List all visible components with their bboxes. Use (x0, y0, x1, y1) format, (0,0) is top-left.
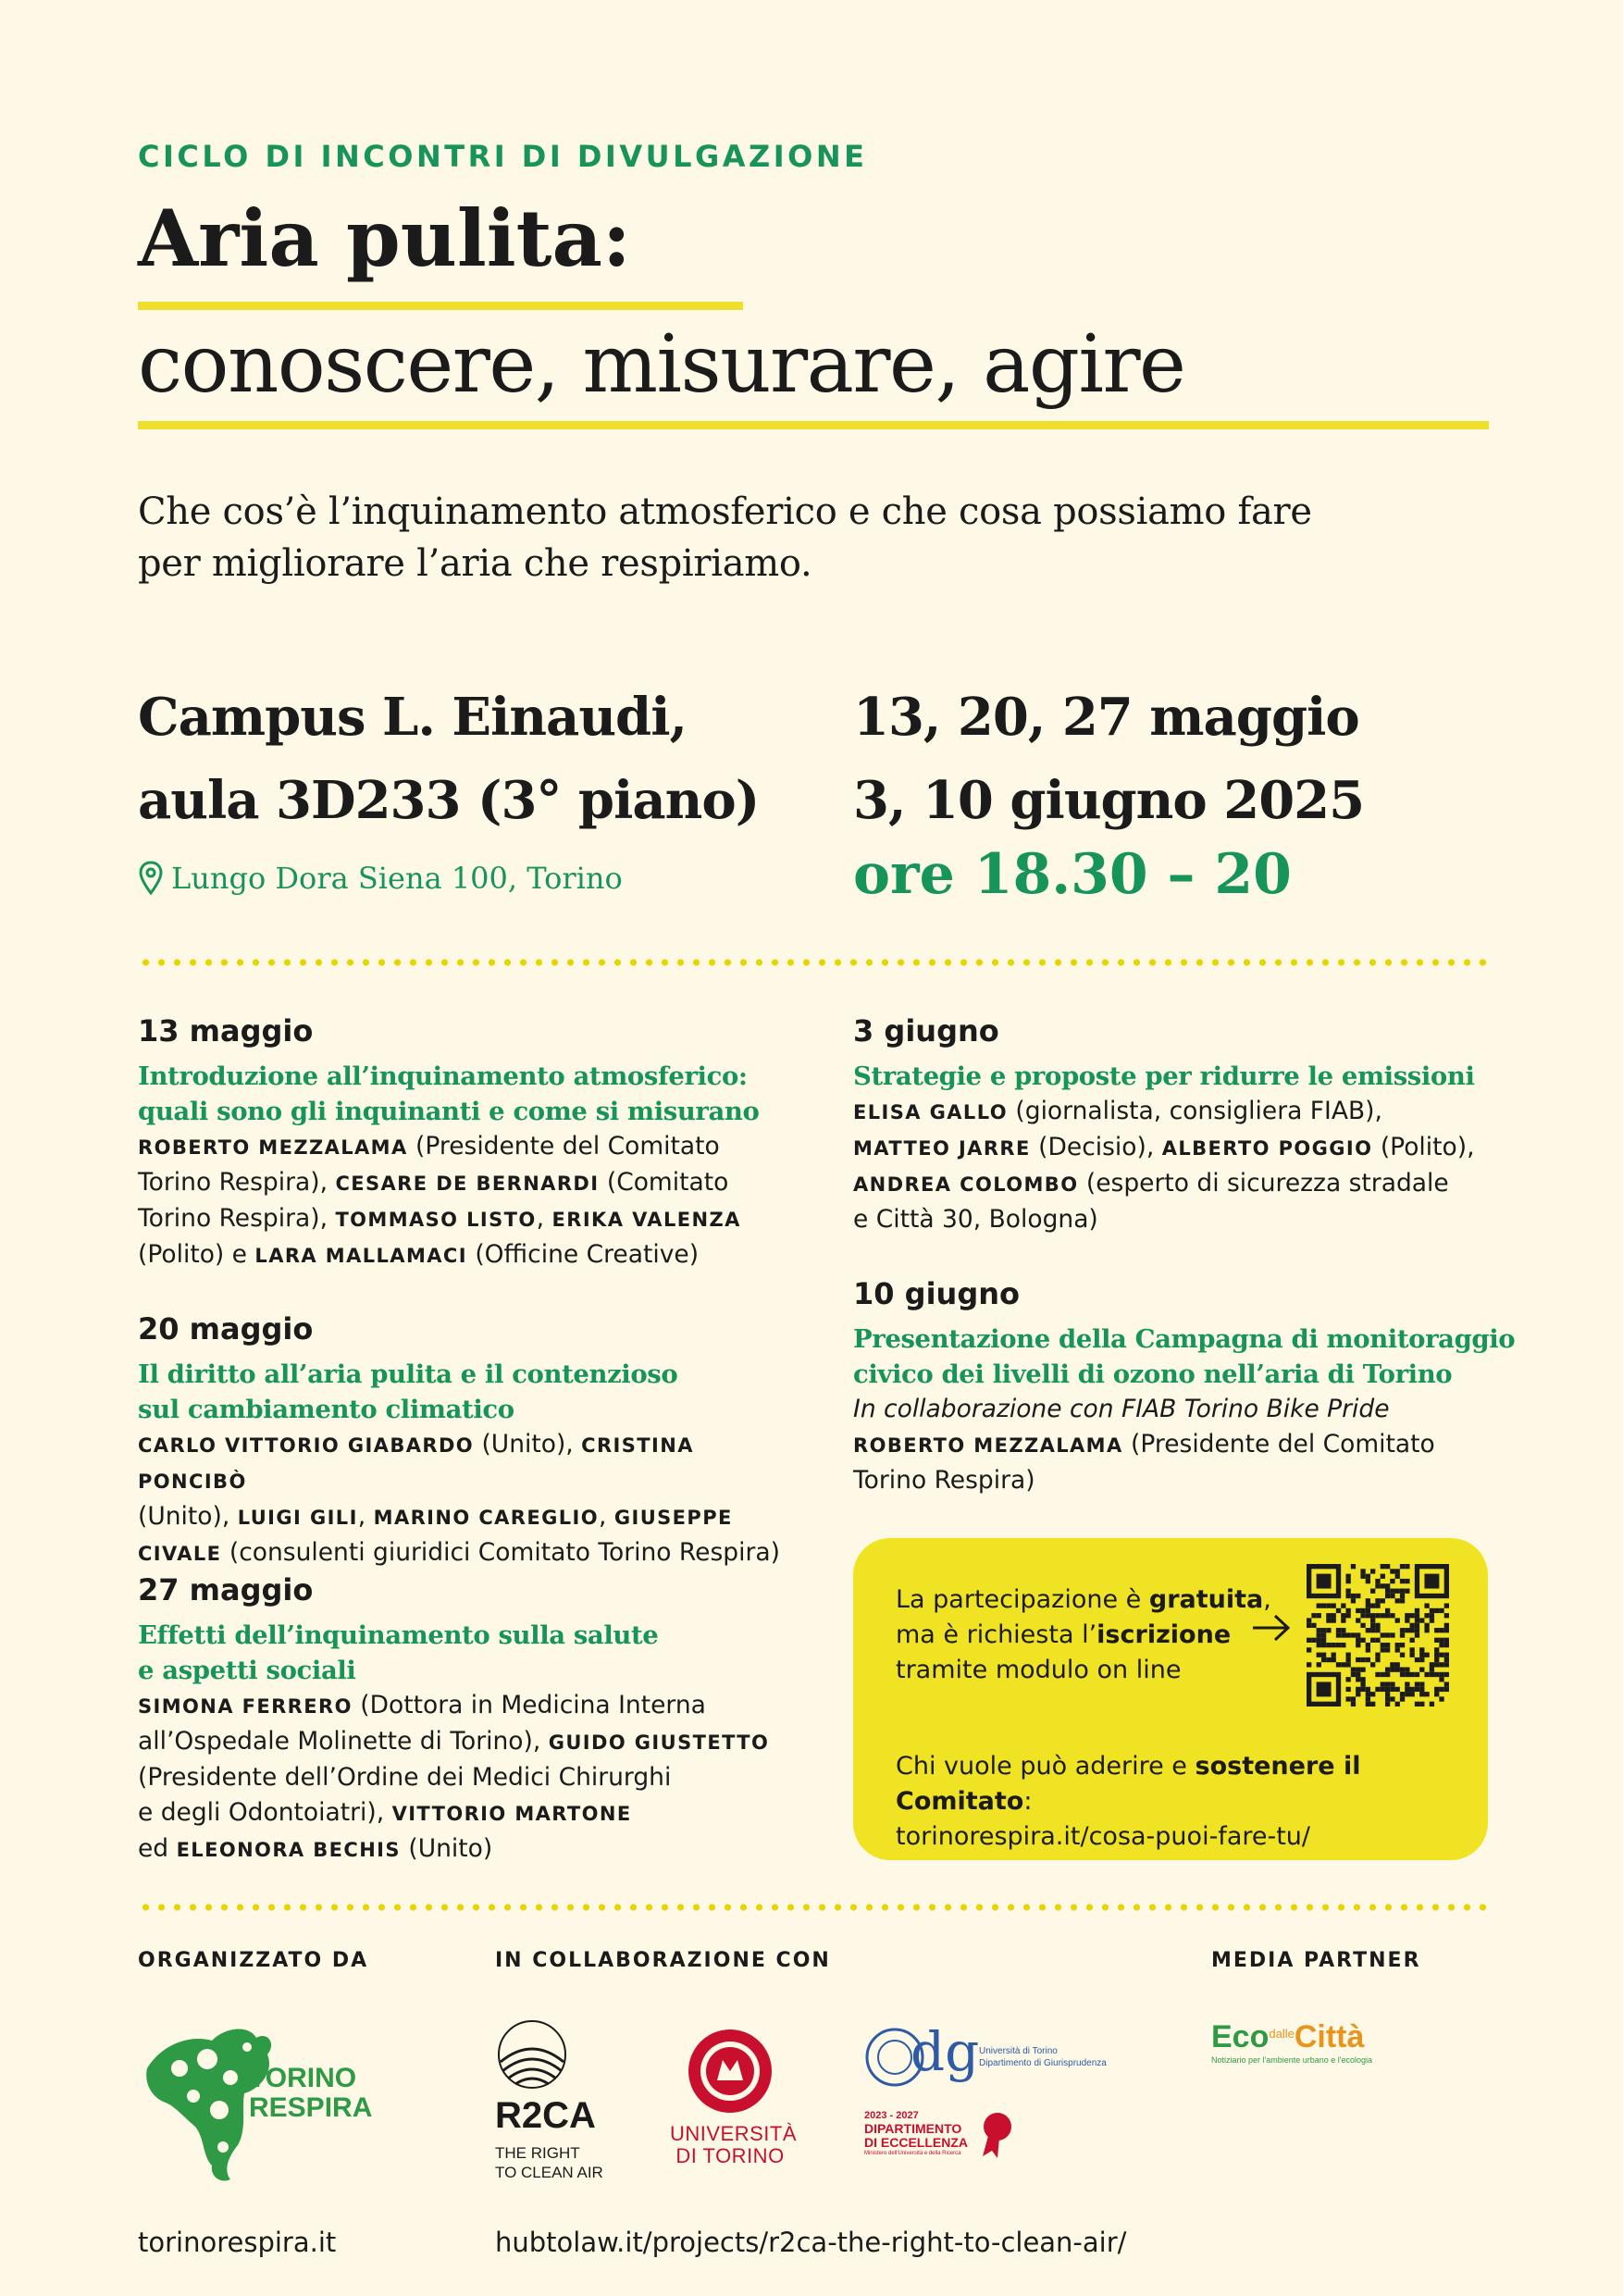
event-title (853, 1059, 1519, 1094)
r2ca-subtitle: TO CLEAN AIR (495, 2164, 603, 2181)
map-pin-icon (138, 861, 164, 896)
eccellenza-subtitle: Ministero dell'Università e della Ricerca (864, 2151, 961, 2156)
event-date: 13 maggio (138, 1013, 314, 1049)
dotted-divider (138, 1904, 1491, 1911)
speaker-name: LARA MALLAMACI (254, 1245, 467, 1267)
event-title-line: sul cambiamento climatico (138, 1395, 514, 1424)
speaker-role: (Unito), (474, 1430, 582, 1458)
subtitle (138, 486, 1507, 590)
speaker-name: ROBERTO MEZZALAMA (853, 1434, 1123, 1457)
event-title-line: e aspetti sociali (138, 1656, 356, 1685)
eccellenza-years: 2023 - 2027 (864, 2110, 919, 2121)
r2ca-subtitle: THE RIGHT (495, 2144, 580, 2162)
callout-text: La partecipazione è (896, 1585, 1149, 1614)
event-speakers (138, 1688, 804, 1868)
speaker-name: ELISA GALLO (853, 1101, 1008, 1123)
qr-code[interactable] (1307, 1564, 1449, 1706)
callout-text: : (1023, 1787, 1033, 1816)
speaker-role: Torino Respira) (853, 1466, 1035, 1495)
speaker-name: CESARE DE BERNARDI (335, 1173, 600, 1195)
title-underline-2 (138, 421, 1489, 429)
eco-subtitle: Notiziario per l'ambiente urbano e l'ecologia (1211, 2055, 1373, 2065)
callout-text: , (1263, 1585, 1271, 1614)
event-title-line: quali sono gli inquinanti e come si misurano (138, 1097, 760, 1126)
registration-callout (853, 1538, 1488, 1860)
title-underline (138, 302, 743, 310)
event-10-giugno (853, 1273, 1519, 1498)
collab-label: IN COLLABORAZIONE CON (495, 1949, 831, 1972)
event-speakers (853, 1094, 1519, 1237)
event-title (138, 1059, 804, 1129)
speaker-name: ROBERTO MEZZALAMA (138, 1136, 408, 1159)
venue (138, 676, 759, 842)
eccellenza-logo (864, 2110, 1049, 2184)
separator: , (357, 1502, 374, 1531)
callout-text: Chi vuole può aderire e (896, 1752, 1196, 1781)
event-date: 10 giugno (853, 1276, 1020, 1311)
dg-subtitle: Dipartimento di Giurisprudenza (979, 2058, 1107, 2068)
title-line-1: Aria pulita: (138, 192, 631, 284)
speaker-name: MARINO CAREGLIO (373, 1507, 599, 1529)
speaker-name: LUIGI GILI (237, 1507, 358, 1529)
event-date: 27 maggio (138, 1572, 314, 1607)
separator: , (599, 1502, 614, 1531)
event-27-maggio (138, 1570, 804, 1868)
speaker-role: (Presidente del Comitato (407, 1132, 720, 1160)
arrow-right-icon (1251, 1612, 1292, 1644)
speaker-name: GIUSEPPE (613, 1507, 733, 1529)
subtitle-line-1: Che cos’è l’inquinamento atmosferico e che cosa possiamo fare (138, 490, 1312, 533)
speaker-role: (esperto di sicurezza stradale (1078, 1169, 1449, 1198)
speaker-role: (Unito), (138, 1502, 238, 1531)
dg-logo (864, 2020, 1107, 2091)
speaker-name: SIMONA FERRERO (138, 1695, 353, 1718)
collaboration-note: In collaborazione con FIAB Torino Bike Pride (853, 1395, 1390, 1423)
address-text: Lungo Dora Siena 100, Torino (171, 861, 623, 896)
eco-text: dalle (1269, 2027, 1295, 2041)
speaker-name: ANDREA COLOMBO (853, 1173, 1079, 1196)
event-13-maggio (138, 1011, 804, 1273)
ribbon-icon (979, 2110, 1016, 2158)
venue-line-1: Campus L. Einaudi, (138, 687, 687, 748)
dg-subtitle: Università di Torino (979, 2046, 1058, 2056)
speaker-role: all’Ospedale Molinette di Torino), (138, 1727, 549, 1756)
r2ca-emblem (495, 2017, 569, 2091)
eco-text: Città (1294, 2019, 1365, 2054)
unito-text: DI TORINO (675, 2144, 785, 2167)
speaker-role: (Decisio), (1030, 1133, 1162, 1161)
speaker-name: ERIKA VALENZA (551, 1209, 741, 1231)
event-20-maggio (138, 1309, 804, 1571)
event-speakers (138, 1427, 804, 1571)
unito-text: UNIVERSITÀ (670, 2122, 798, 2145)
speaker-name: TOMMASO LISTO (335, 1209, 537, 1231)
event-title-line: Introduzione all’inquinamento atmosferico: (138, 1061, 748, 1091)
media-label: MEDIA PARTNER (1211, 1949, 1421, 1972)
event-date: 3 giugno (853, 1013, 999, 1049)
support-link[interactable]: torinorespira.it/cosa-puoi-fare-tu/ (896, 1822, 1311, 1851)
unito-seal-icon (686, 2027, 774, 2116)
speaker-role: (Unito) (400, 1834, 493, 1863)
hubtolaw-link[interactable]: hubtolaw.it/projects/r2ca-the-right-to-clean-air/ (495, 2227, 1127, 2258)
speaker-role: ed (138, 1834, 177, 1863)
speaker-role: Torino Respira), (138, 1204, 336, 1233)
callout-bold: iscrizione (1096, 1620, 1232, 1649)
title-line-2: conoscere, misurare, agire (138, 318, 1185, 411)
event-title-line: Effetti dell’inquinamento sulla salute (138, 1620, 659, 1650)
event-title (138, 1357, 804, 1427)
registration-text (896, 1582, 1271, 1688)
speaker-name: ELEONORA BECHIS (176, 1839, 401, 1861)
speaker-role: Torino Respira), (138, 1168, 336, 1197)
speaker-name: VITTORIO MARTONE (391, 1803, 632, 1825)
event-title-line: civico dei livelli di ozono nell’aria di Torino (853, 1359, 1453, 1389)
dates (853, 676, 1364, 842)
organized-label: ORGANIZZATO DA (138, 1949, 369, 1972)
eco-dalle-citta-logo (1211, 2019, 1452, 2066)
event-date: 20 maggio (138, 1311, 314, 1347)
speaker-role: (consulenti giuridici Comitato Torino Respira) (221, 1538, 780, 1567)
speaker-name: CIVALE (138, 1543, 222, 1565)
kicker: CICLO DI INCONTRI DI DIVULGAZIONE (138, 139, 868, 174)
speaker-name: CRISTINA PONCIBÒ (138, 1434, 694, 1493)
r2ca-text: R2CA (495, 2095, 596, 2136)
r2ca-logo (495, 2017, 606, 2193)
dg-text: dg (911, 2020, 980, 2083)
speaker-role: (Comitato (599, 1168, 729, 1197)
callout-bold: sostenere il Comitato (896, 1752, 1361, 1816)
speaker-role: e degli Odontoiatri), (138, 1798, 392, 1827)
eccellenza-text: DI ECCELLENZA (864, 2135, 968, 2150)
speaker-role: (Presidente dell’Ordine dei Medici Chirurghi (138, 1763, 672, 1792)
speaker-role: (Polito) e (138, 1240, 255, 1269)
event-title-line: Strategie e proposte per ridurre le emissioni (853, 1061, 1475, 1091)
speaker-name: GUIDO GIUSTETTO (548, 1731, 770, 1754)
address (138, 861, 623, 896)
speaker-role: (Presidente del Comitato (1122, 1430, 1435, 1458)
event-title-line: Presentazione della Campagna di monitoraggio (853, 1324, 1516, 1354)
dates-line-1: 13, 20, 27 maggio (853, 687, 1359, 748)
hours: ore 18.30 – 20 (853, 842, 1292, 907)
torino-respira-logo (138, 2017, 373, 2193)
speaker-role: (giornalista, consigliera FIAB), (1007, 1097, 1382, 1125)
speaker-role: (Polito), (1372, 1133, 1475, 1161)
unito-logo (670, 2027, 798, 2167)
event-title (853, 1322, 1519, 1392)
speaker-role: (Officine Creative) (466, 1240, 700, 1269)
torinorespira-link[interactable]: torinorespira.it (138, 2227, 337, 2258)
dates-line-2: 3, 10 giugno 2025 (853, 770, 1365, 831)
dotted-divider (138, 959, 1491, 966)
event-speakers (138, 1129, 804, 1273)
separator: , (536, 1204, 552, 1233)
event-speakers (853, 1392, 1519, 1498)
speaker-name: ALBERTO POGGIO (1161, 1137, 1373, 1160)
support-text (896, 1749, 1488, 1855)
eccellenza-text: DIPARTIMENTO (864, 2121, 962, 2136)
logo-text: TORINO (249, 2063, 357, 2093)
event-title-line: Il diritto all’aria pulita e il contenzioso (138, 1359, 678, 1389)
callout-text: tramite modulo on line (896, 1656, 1182, 1684)
eco-text: Eco (1211, 2019, 1270, 2054)
event-3-giugno (853, 1011, 1519, 1237)
subtitle-line-2: per migliorare l’aria che respiriamo. (138, 542, 812, 585)
speaker-role: (Dottora in Medicina Interna (352, 1691, 706, 1719)
callout-bold: gratuita (1148, 1585, 1264, 1614)
speaker-role: e Città 30, Bologna) (853, 1205, 1098, 1234)
venue-line-2: aula 3D233 (3° piano) (138, 770, 760, 831)
speaker-name: CARLO VITTORIO GIABARDO (138, 1434, 475, 1457)
callout-text: ma è richiesta l’ (896, 1620, 1097, 1649)
event-title (138, 1618, 804, 1688)
speaker-name: MATTEO JARRE (853, 1137, 1031, 1160)
logo-text: RESPIRA (249, 2092, 373, 2123)
